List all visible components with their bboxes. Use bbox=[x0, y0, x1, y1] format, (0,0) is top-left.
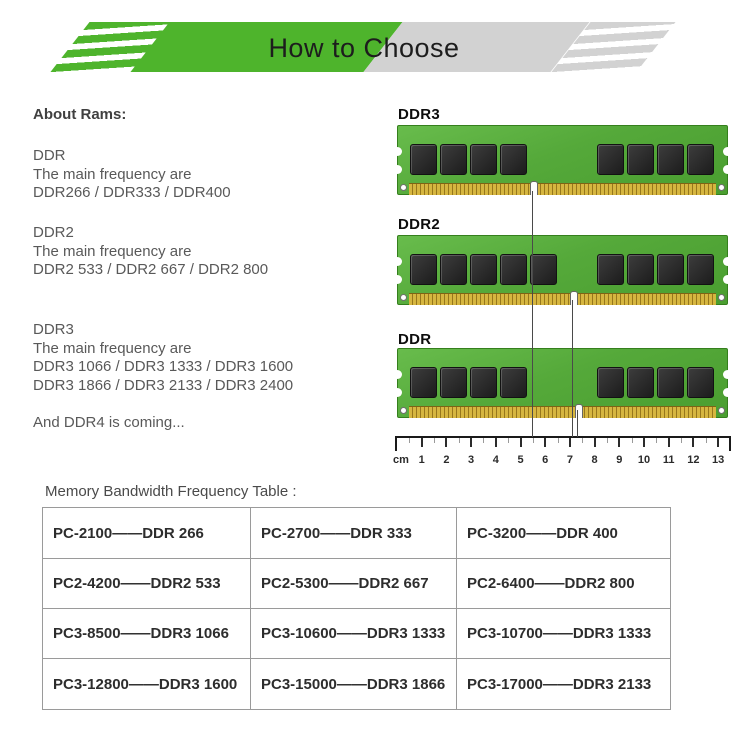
ram-module-ddr bbox=[397, 348, 728, 418]
memory-chip bbox=[410, 367, 437, 398]
ddr-line: The main frequency are bbox=[33, 165, 192, 183]
ruler-number: 6 bbox=[542, 454, 549, 466]
memory-chip bbox=[440, 254, 467, 285]
ddr2-title: DDR2 bbox=[33, 224, 74, 241]
ddr2-line: The main frequency are bbox=[33, 242, 192, 260]
ruler-tick bbox=[569, 438, 571, 447]
memory-chip bbox=[500, 367, 527, 398]
edge-notch-left bbox=[393, 257, 402, 266]
mount-hole-left bbox=[400, 407, 407, 414]
ruler-minor-tick bbox=[656, 438, 657, 443]
ruler-tick bbox=[594, 438, 596, 447]
ddr-line: DDR266 / DDR333 / DDR400 bbox=[33, 184, 231, 201]
memory-chip bbox=[470, 144, 497, 175]
page-title: How to Choose bbox=[268, 33, 460, 63]
ruler-minor-tick bbox=[706, 438, 707, 443]
ruler-number: 10 bbox=[637, 454, 651, 466]
table-cell: PC2-6400——DDR2 800 bbox=[457, 559, 670, 609]
ram-module-ddr3 bbox=[397, 125, 728, 195]
memory-chip bbox=[627, 144, 654, 175]
table-cell: PC-3200——DDR 400 bbox=[457, 508, 670, 559]
memory-bandwidth-table bbox=[42, 507, 671, 710]
ruler-left-cap bbox=[395, 436, 397, 451]
memory-chip bbox=[597, 254, 624, 285]
ruler-minor-tick bbox=[582, 438, 583, 443]
edge-notch-right bbox=[723, 147, 732, 156]
module-label-ddr3: DDR3 bbox=[398, 106, 441, 123]
ruler-tick bbox=[668, 438, 670, 447]
memory-chip bbox=[627, 367, 654, 398]
memory-chip bbox=[440, 144, 467, 175]
memory-chip bbox=[657, 254, 684, 285]
ruler-tick bbox=[717, 438, 719, 447]
ruler-minor-tick bbox=[409, 438, 410, 443]
ruler-number: 13 bbox=[711, 454, 725, 466]
table-cell: PC3-12800——DDR3 1600 bbox=[43, 659, 251, 709]
gold-contacts bbox=[409, 183, 716, 195]
ruler-minor-tick bbox=[533, 438, 534, 443]
ruler-minor-tick bbox=[483, 438, 484, 443]
memory-chip bbox=[687, 254, 714, 285]
ruler-minor-tick bbox=[459, 438, 460, 443]
module-label-ddr: DDR bbox=[398, 331, 432, 348]
memory-chip bbox=[500, 144, 527, 175]
ruler-tick bbox=[495, 438, 497, 447]
ddr2-line: DDR2 533 / DDR2 667 / DDR2 800 bbox=[33, 261, 269, 278]
memory-chip bbox=[440, 367, 467, 398]
ruler-number: 8 bbox=[591, 454, 598, 466]
table-cell: PC3-17000——DDR3 2133 bbox=[467, 675, 652, 693]
memory-chip bbox=[410, 254, 437, 285]
mount-hole-right bbox=[718, 184, 725, 191]
memory-chip bbox=[597, 144, 624, 175]
ruler-unit-label: cm bbox=[393, 454, 409, 466]
ruler-number: 9 bbox=[616, 454, 623, 466]
cm-ruler bbox=[395, 436, 731, 472]
table-cell: PC2-5300——DDR2 667 bbox=[251, 559, 457, 609]
gold-contacts bbox=[409, 293, 716, 305]
ruler-minor-tick bbox=[434, 438, 435, 443]
table-cell: PC3-10600——DDR3 1333 bbox=[251, 609, 457, 659]
ruler-number: 11 bbox=[662, 454, 675, 466]
memory-chip bbox=[627, 254, 654, 285]
ruler-right-cap bbox=[729, 436, 731, 451]
edge-notch-left bbox=[393, 388, 402, 397]
memory-chip bbox=[470, 367, 497, 398]
edge-notch-left bbox=[393, 275, 402, 284]
ruler-minor-tick bbox=[607, 438, 608, 443]
ruler-minor-tick bbox=[632, 438, 633, 443]
table-cell: PC2-4200——DDR2 533 bbox=[43, 559, 251, 609]
ddr4-note: And DDR4 is coming... bbox=[33, 414, 185, 431]
header-banner bbox=[0, 0, 750, 100]
table-cell: PC3-8500——DDR3 1066 bbox=[43, 609, 251, 659]
ddr-info-block bbox=[33, 147, 231, 203]
ruler-number: 12 bbox=[687, 454, 700, 466]
ruler-number: 4 bbox=[492, 454, 499, 466]
memory-chip bbox=[657, 367, 684, 398]
ruler-tick bbox=[470, 438, 472, 447]
ruler-number: 1 bbox=[418, 454, 425, 466]
ddr3-line: The main frequency are bbox=[33, 339, 192, 357]
edge-notch-right bbox=[723, 370, 732, 379]
ruler-minor-tick bbox=[508, 438, 509, 443]
memory-chip bbox=[657, 144, 684, 175]
memory-chip bbox=[470, 254, 497, 285]
notch-alignment-line bbox=[572, 300, 573, 437]
memory-chip bbox=[530, 254, 557, 285]
memory-chip bbox=[687, 144, 714, 175]
gold-contacts bbox=[409, 406, 716, 418]
mount-hole-left bbox=[400, 184, 407, 191]
mount-hole-right bbox=[718, 294, 725, 301]
ruler-tick bbox=[544, 438, 546, 447]
edge-notch-left bbox=[393, 370, 402, 379]
table-cell: PC-2700——DDR 333 bbox=[251, 508, 457, 559]
mount-hole-left bbox=[400, 294, 407, 301]
ruler-tick bbox=[421, 438, 423, 447]
mount-hole-right bbox=[718, 407, 725, 414]
edge-notch-left bbox=[393, 147, 402, 156]
ruler-minor-tick bbox=[558, 438, 559, 443]
ddr3-info-block bbox=[33, 321, 293, 395]
edge-notch-right bbox=[723, 275, 732, 284]
edge-notch-right bbox=[723, 388, 732, 397]
ddr3-line: DDR3 1066 / DDR3 1333 / DDR3 1600 bbox=[33, 358, 294, 375]
ruler-tick bbox=[643, 438, 645, 447]
ddr3-title: DDR3 bbox=[33, 321, 74, 338]
ruler-tick bbox=[618, 438, 620, 447]
module-label-ddr2: DDR2 bbox=[398, 216, 441, 233]
edge-notch-right bbox=[723, 257, 732, 266]
memory-chip bbox=[410, 144, 437, 175]
ruler-number: 7 bbox=[566, 454, 573, 466]
memory-chip bbox=[500, 254, 527, 285]
edge-notch-left bbox=[393, 165, 402, 174]
ddr-title: DDR bbox=[33, 147, 66, 164]
table-cell: PC-2100——DDR 266 bbox=[43, 508, 251, 559]
ruler-tick bbox=[520, 438, 522, 447]
ruler-minor-tick bbox=[681, 438, 682, 443]
ruler-number: 5 bbox=[517, 454, 524, 466]
ram-module-ddr2 bbox=[397, 235, 728, 305]
memory-chip bbox=[687, 367, 714, 398]
ruler-tick bbox=[445, 438, 447, 447]
table-title: Memory Bandwidth Frequency Table : bbox=[45, 483, 297, 500]
about-rams-heading: About Rams: bbox=[33, 106, 127, 123]
ruler-number: 2 bbox=[443, 454, 450, 466]
ruler-tick bbox=[692, 438, 694, 447]
edge-notch-right bbox=[723, 165, 732, 174]
ddr3-line: DDR3 1866 / DDR3 2133 / DDR3 2400 bbox=[33, 376, 294, 394]
table-cell: PC3-10700——DDR3 1333 bbox=[457, 609, 670, 659]
ruler-number: 3 bbox=[468, 454, 475, 466]
notch-alignment-line bbox=[577, 410, 578, 437]
notch-alignment-line bbox=[532, 191, 533, 437]
ddr2-info-block bbox=[33, 224, 268, 280]
memory-chip bbox=[597, 367, 624, 398]
table-cell: PC3-15000——DDR3 1866 bbox=[251, 659, 457, 709]
